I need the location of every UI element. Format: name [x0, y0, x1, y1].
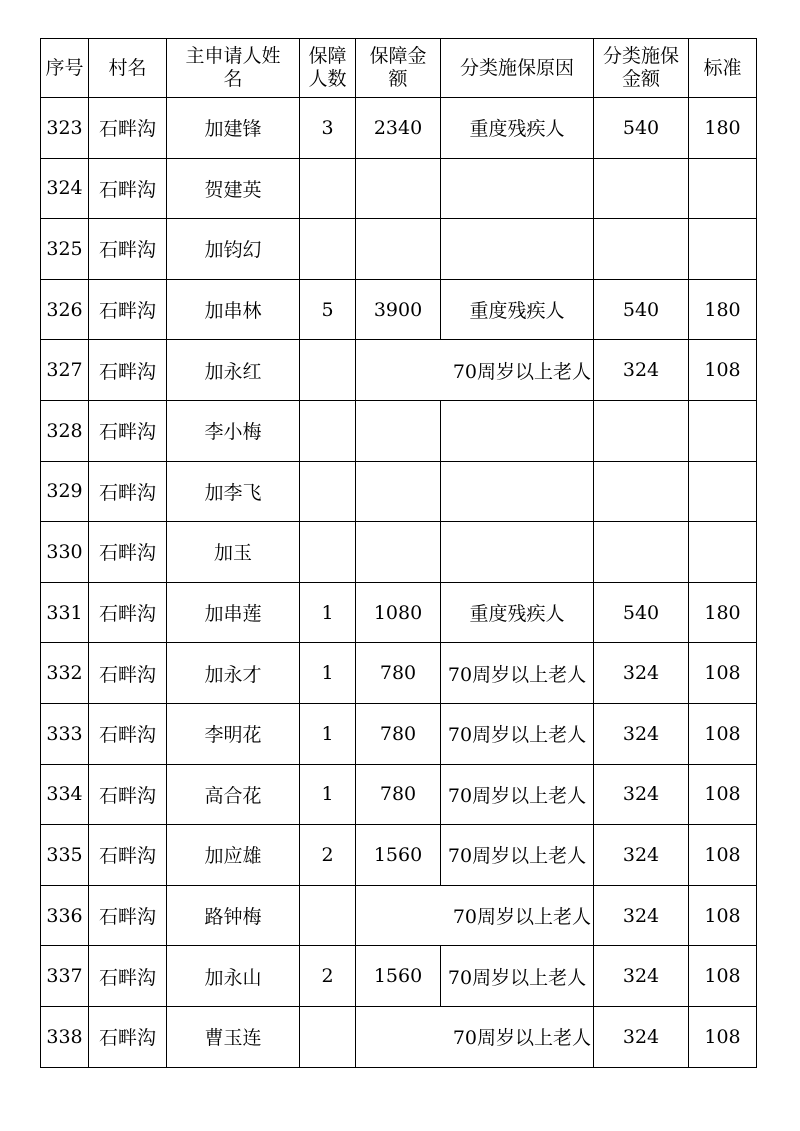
class-amount-cell: 324 — [594, 703, 689, 764]
header-amount: 保障金额 — [356, 39, 441, 98]
count-cell: 2 — [300, 946, 356, 1007]
seq-cell: 336 — [41, 885, 89, 946]
table-row — [41, 219, 757, 280]
count-cell — [300, 885, 356, 946]
reason-cell: 70周岁以上老人 — [356, 1006, 594, 1067]
class-amount-cell: 324 — [594, 643, 689, 704]
header-seq: 序号 — [41, 39, 89, 98]
applicant-name-cell: 加永红 — [167, 340, 300, 401]
allowance-table — [40, 38, 757, 1068]
table-body — [41, 98, 757, 1068]
header-applicant: 主申请人姓名 — [167, 39, 300, 98]
standard-cell: 108 — [689, 885, 757, 946]
table-row — [41, 98, 757, 159]
seq-cell: 332 — [41, 643, 89, 704]
reason-cell: 70周岁以上老人 — [441, 825, 594, 886]
seq-cell: 334 — [41, 764, 89, 825]
table-row — [41, 825, 757, 886]
seq-cell: 335 — [41, 825, 89, 886]
reason-cell: 70周岁以上老人 — [356, 885, 594, 946]
header-standard: 标准 — [689, 39, 757, 98]
count-cell: 1 — [300, 582, 356, 643]
class-amount-cell: 324 — [594, 1006, 689, 1067]
table-row — [41, 643, 757, 704]
seq-cell: 325 — [41, 219, 89, 280]
applicant-name-cell: 加串林 — [167, 279, 300, 340]
class-amount-cell: 540 — [594, 279, 689, 340]
applicant-name-cell: 路钟梅 — [167, 885, 300, 946]
village-cell: 石畔沟 — [89, 582, 167, 643]
table-row — [41, 340, 757, 401]
amount-cell: 1560 — [356, 946, 441, 1007]
seq-cell: 333 — [41, 703, 89, 764]
count-cell — [300, 522, 356, 583]
standard-cell: 108 — [689, 643, 757, 704]
applicant-name-cell: 加建锋 — [167, 98, 300, 159]
standard-cell: 108 — [689, 764, 757, 825]
count-cell: 1 — [300, 643, 356, 704]
standard-cell — [689, 219, 757, 280]
amount-cell — [356, 400, 441, 461]
village-cell: 石畔沟 — [89, 219, 167, 280]
applicant-name-cell: 贺建英 — [167, 158, 300, 219]
table-row — [41, 582, 757, 643]
class-amount-cell: 540 — [594, 98, 689, 159]
applicant-name-cell: 加钧幻 — [167, 219, 300, 280]
amount-cell: 2340 — [356, 98, 441, 159]
reason-cell — [441, 219, 594, 280]
village-cell: 石畔沟 — [89, 279, 167, 340]
village-cell: 石畔沟 — [89, 825, 167, 886]
seq-cell: 329 — [41, 461, 89, 522]
count-cell: 1 — [300, 703, 356, 764]
reason-cell: 70周岁以上老人 — [441, 643, 594, 704]
count-cell — [300, 461, 356, 522]
village-cell: 石畔沟 — [89, 98, 167, 159]
standard-cell: 108 — [689, 703, 757, 764]
seq-cell: 326 — [41, 279, 89, 340]
seq-cell: 327 — [41, 340, 89, 401]
count-cell — [300, 1006, 356, 1067]
class-amount-cell — [594, 219, 689, 280]
village-cell: 石畔沟 — [89, 885, 167, 946]
standard-cell: 108 — [689, 825, 757, 886]
class-amount-cell — [594, 158, 689, 219]
standard-cell: 108 — [689, 1006, 757, 1067]
header-reason: 分类施保原因 — [441, 39, 594, 98]
reason-cell: 70周岁以上老人 — [441, 764, 594, 825]
applicant-name-cell: 李小梅 — [167, 400, 300, 461]
applicant-name-cell: 高合花 — [167, 764, 300, 825]
standard-cell: 180 — [689, 98, 757, 159]
table-row — [41, 158, 757, 219]
applicant-name-cell: 加永山 — [167, 946, 300, 1007]
table-row — [41, 522, 757, 583]
applicant-name-cell: 李明花 — [167, 703, 300, 764]
amount-cell: 1080 — [356, 582, 441, 643]
seq-cell: 323 — [41, 98, 89, 159]
reason-cell — [441, 158, 594, 219]
village-cell: 石畔沟 — [89, 461, 167, 522]
reason-cell: 重度残疾人 — [441, 98, 594, 159]
village-cell: 石畔沟 — [89, 764, 167, 825]
standard-cell: 180 — [689, 279, 757, 340]
amount-cell: 780 — [356, 703, 441, 764]
class-amount-cell — [594, 400, 689, 461]
class-amount-cell: 324 — [594, 764, 689, 825]
header-count: 保障人数 — [300, 39, 356, 98]
class-amount-cell: 324 — [594, 885, 689, 946]
seq-cell: 338 — [41, 1006, 89, 1067]
reason-cell — [441, 522, 594, 583]
standard-cell — [689, 158, 757, 219]
table-row — [41, 400, 757, 461]
standard-cell — [689, 461, 757, 522]
reason-cell — [441, 461, 594, 522]
table-row — [41, 703, 757, 764]
village-cell: 石畔沟 — [89, 703, 167, 764]
amount-cell — [356, 219, 441, 280]
applicant-name-cell: 加应雄 — [167, 825, 300, 886]
amount-cell — [356, 461, 441, 522]
amount-cell: 780 — [356, 643, 441, 704]
village-cell: 石畔沟 — [89, 522, 167, 583]
seq-cell: 331 — [41, 582, 89, 643]
village-cell: 石畔沟 — [89, 643, 167, 704]
village-cell: 石畔沟 — [89, 1006, 167, 1067]
amount-cell — [356, 158, 441, 219]
standard-cell — [689, 400, 757, 461]
applicant-name-cell: 加玉 — [167, 522, 300, 583]
count-cell — [300, 400, 356, 461]
amount-cell: 3900 — [356, 279, 441, 340]
amount-cell: 780 — [356, 764, 441, 825]
table-row — [41, 764, 757, 825]
seq-cell: 328 — [41, 400, 89, 461]
class-amount-cell: 540 — [594, 582, 689, 643]
standard-cell: 108 — [689, 946, 757, 1007]
class-amount-cell: 324 — [594, 340, 689, 401]
count-cell: 5 — [300, 279, 356, 340]
amount-cell — [356, 522, 441, 583]
seq-cell: 330 — [41, 522, 89, 583]
applicant-name-cell: 加永才 — [167, 643, 300, 704]
reason-cell: 70周岁以上老人 — [356, 340, 594, 401]
table-row — [41, 1006, 757, 1067]
table-row — [41, 885, 757, 946]
class-amount-cell — [594, 522, 689, 583]
count-cell — [300, 158, 356, 219]
table-row — [41, 461, 757, 522]
reason-cell: 重度残疾人 — [441, 279, 594, 340]
class-amount-cell — [594, 461, 689, 522]
reason-cell: 重度残疾人 — [441, 582, 594, 643]
count-cell: 1 — [300, 764, 356, 825]
table-row — [41, 279, 757, 340]
reason-cell: 70周岁以上老人 — [441, 946, 594, 1007]
count-cell — [300, 219, 356, 280]
standard-cell: 108 — [689, 340, 757, 401]
reason-cell: 70周岁以上老人 — [441, 703, 594, 764]
village-cell: 石畔沟 — [89, 400, 167, 461]
count-cell — [300, 340, 356, 401]
table-row — [41, 946, 757, 1007]
header-class-amount: 分类施保金额 — [594, 39, 689, 98]
class-amount-cell: 324 — [594, 946, 689, 1007]
count-cell: 3 — [300, 98, 356, 159]
village-cell: 石畔沟 — [89, 946, 167, 1007]
village-cell: 石畔沟 — [89, 340, 167, 401]
amount-cell: 1560 — [356, 825, 441, 886]
applicant-name-cell: 加串莲 — [167, 582, 300, 643]
seq-cell: 337 — [41, 946, 89, 1007]
class-amount-cell: 324 — [594, 825, 689, 886]
header-row — [41, 39, 757, 98]
village-cell: 石畔沟 — [89, 158, 167, 219]
applicant-name-cell: 曹玉连 — [167, 1006, 300, 1067]
standard-cell: 180 — [689, 582, 757, 643]
header-village: 村名 — [89, 39, 167, 98]
standard-cell — [689, 522, 757, 583]
reason-cell — [441, 400, 594, 461]
applicant-name-cell: 加李飞 — [167, 461, 300, 522]
count-cell: 2 — [300, 825, 356, 886]
seq-cell: 324 — [41, 158, 89, 219]
